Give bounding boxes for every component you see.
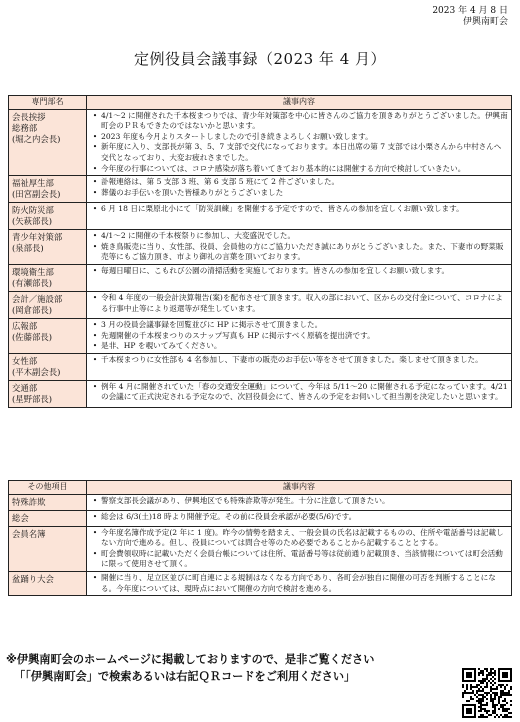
list-item xyxy=(89,231,508,242)
item-text: 例年 4 月に開催されていた「春の交通安全運動」について、今年は 5/11～20 に開催される予定になっています。4/21 の会議にて正式決定される予定なので、次回役員会にて、皆さんの予定をお伺いして担当割を決定したいと思います。 xyxy=(101,381,508,402)
dept-cell xyxy=(9,264,87,291)
bullet-icon: • xyxy=(92,177,98,187)
dept-label: (堀之内会長) xyxy=(12,133,61,144)
dept-cell xyxy=(9,494,87,510)
bullet-icon: • xyxy=(92,354,98,364)
dept-cell xyxy=(9,510,87,526)
dept-label: 広報部 xyxy=(12,320,38,331)
list-item xyxy=(89,382,508,403)
list-item xyxy=(89,573,508,594)
qr-code-icon[interactable] xyxy=(462,668,512,718)
item-text: 今年度の行事については、コロナ感染が落ち着いてきており基本的には開催する方向で検討していきたい。 xyxy=(101,163,466,173)
content-cell xyxy=(87,318,512,353)
committee-minutes-table xyxy=(8,95,512,408)
item-text: 2023 年度も今月よりスタートしましたので引き続きよろしくお願い致します。 xyxy=(101,131,373,141)
table-row xyxy=(9,291,512,318)
bullet-icon: • xyxy=(92,572,98,582)
item-text: 警察支部長会議があり、伊興地区でも特殊詐欺等が発生。十分に注意して頂きたい。 xyxy=(101,495,390,505)
bullet-icon: • xyxy=(92,292,98,302)
bullet-icon: • xyxy=(92,142,98,152)
dept-label: 総務部 xyxy=(12,122,38,133)
bullet-icon: • xyxy=(92,341,98,351)
item-text: 4/1～2 に開催の千本桜祭りに参加し、大変盛況でした。 xyxy=(101,231,296,241)
table-row xyxy=(9,176,512,203)
table-row xyxy=(9,526,512,571)
bullet-icon: • xyxy=(92,381,98,391)
dept-cell xyxy=(9,230,87,265)
dept-cell xyxy=(9,353,87,380)
item-text: 3 月の役員会議事録を回覧並びに HP に掲示させて頂きました。 xyxy=(101,319,323,329)
dept-label: 環境衛生部 xyxy=(12,266,54,277)
list-item xyxy=(89,341,508,352)
dept-label: 交通部 xyxy=(12,382,38,393)
column-header-dept: 専門部名 xyxy=(9,96,87,110)
bullet-icon: • xyxy=(92,495,98,505)
bullet-icon: • xyxy=(92,241,98,251)
item-text: 先週開催の千本桜まつりのスナップ写真も HP に掲示すべく原稿を提出済です。 xyxy=(101,330,375,340)
item-text: 総会は 6/3(土)18 時より開催予定。その前に役員会承認が必要(5/6)です。 xyxy=(101,511,357,521)
meeting-date: 2023 年 4 月 8 日 xyxy=(432,6,508,16)
dept-cell xyxy=(9,318,87,353)
dept-cell xyxy=(9,380,87,407)
list-item xyxy=(89,142,508,163)
list-item xyxy=(89,242,508,263)
footer-search-hint: 「「伊興南町会」で検索あるいは右記ＱＲコードをご利用ください」 xyxy=(14,670,356,683)
column-header-content: 議事内容 xyxy=(87,481,512,495)
list-item xyxy=(89,355,508,366)
list-item xyxy=(89,266,508,277)
dept-cell xyxy=(9,571,87,595)
bullet-icon: • xyxy=(92,163,98,173)
bullet-icon: • xyxy=(92,511,98,521)
item-text: 是非、HP を覗いてみてください。 xyxy=(101,341,222,351)
bullet-icon: • xyxy=(92,265,98,275)
item-text: 4/1～2 に開催された千本桜まつりでは、青少年対策部を中心に皆さんのご協力を頂きありがとうございました。伊興南町会のＰＲもできたのではないかと思います。 xyxy=(101,110,508,131)
table-row xyxy=(9,510,512,526)
table-row xyxy=(9,353,512,380)
dept-label: 特殊詐欺 xyxy=(12,496,46,507)
bullet-icon: • xyxy=(92,548,98,558)
bullet-icon: • xyxy=(92,319,98,329)
other-items-table xyxy=(8,480,512,596)
org-name: 伊興南町会 xyxy=(462,17,508,27)
dept-label: (平木副会長) xyxy=(12,366,61,377)
dept-label: 総会 xyxy=(12,512,29,523)
table-row xyxy=(9,109,512,176)
item-text: 6 月 18 日に栗原北小にて「防災訓練」を開催する予定ですので、皆さんの参加を宜しくお願い致します。 xyxy=(101,204,464,214)
column-header-other: その他項目 xyxy=(9,481,87,495)
content-cell xyxy=(87,230,512,265)
content-cell xyxy=(87,571,512,595)
meeting-date-block xyxy=(432,6,508,28)
dept-label: 盆踊り大会 xyxy=(12,573,54,584)
table-row xyxy=(9,203,512,230)
list-item xyxy=(89,111,508,132)
dept-label: (星野部長) xyxy=(12,393,53,404)
table-row xyxy=(9,494,512,510)
content-cell xyxy=(87,494,512,510)
bullet-icon: • xyxy=(92,527,98,537)
footer-notice: ※伊興南町会のホームページに掲載しておりますので、是非ご覧ください xyxy=(6,653,375,666)
table-row xyxy=(9,318,512,353)
content-cell xyxy=(87,353,512,380)
list-item xyxy=(89,188,508,199)
item-text: 毎週日曜日に、こもれび公園の清掃活動を実施しております。皆さんの参加を宜しくお願い致します。 xyxy=(101,265,450,275)
list-item xyxy=(89,204,508,215)
list-item xyxy=(89,496,508,507)
item-text: 令和 4 年度の一般会計決算報告(案)を配布させて頂きます。収入の部において、区からの交付金について、コロナによる行事中止等により返還等が発生しています。 xyxy=(101,292,503,313)
list-item xyxy=(89,512,508,523)
dept-label: 会長挨拶 xyxy=(12,111,46,122)
dept-label: (岡倉部長) xyxy=(12,304,53,315)
list-item xyxy=(89,164,508,175)
item-text: 町会費領収時に記載いただく会員台帳については住所、電話番号等は従前通り記載頂き、当該情報については町会活動に限って使用させて頂く。 xyxy=(101,548,503,569)
list-item xyxy=(89,320,508,331)
dept-label: (佐藤部長) xyxy=(12,331,53,342)
dept-cell xyxy=(9,176,87,203)
content-cell xyxy=(87,264,512,291)
bullet-icon: • xyxy=(92,231,98,241)
content-cell xyxy=(87,109,512,176)
table-row xyxy=(9,264,512,291)
table-row xyxy=(9,230,512,265)
dept-label: 会員名簿 xyxy=(12,528,46,539)
dept-label: 女性部 xyxy=(12,355,38,366)
bullet-icon: • xyxy=(92,110,98,120)
dept-label: 福祉厚生部 xyxy=(12,178,54,189)
dept-cell xyxy=(9,203,87,230)
list-item xyxy=(89,331,508,342)
bullet-icon: • xyxy=(92,131,98,141)
dept-label: (泉部長) xyxy=(12,243,44,254)
column-header-content: 議事内容 xyxy=(87,96,512,110)
item-text: 焼き鳥販売に当り、女性部、役員、会員他の方にご協力いただき誠にありがとうございました。また、下妻市の野菜販売等にもご協力頂き、市より御礼の言葉を頂いております。 xyxy=(101,241,504,262)
list-item xyxy=(89,177,508,188)
bullet-icon: • xyxy=(92,187,98,197)
content-cell xyxy=(87,526,512,571)
item-text: 開催に当り、足立区並びに町自連による規制はなくなる方向であり、各町会が独自に開催の可否を判断することになる。今年度については、現時点において開催の方向で検討を進める。 xyxy=(101,572,496,593)
table-row xyxy=(9,571,512,595)
dept-label: (有瀬部長) xyxy=(12,277,53,288)
list-item xyxy=(89,293,508,314)
bullet-icon: • xyxy=(92,330,98,340)
dept-label: 青少年対策部 xyxy=(12,232,63,243)
dept-label: 会計／施設部 xyxy=(12,293,63,304)
dept-cell xyxy=(9,291,87,318)
content-cell xyxy=(87,291,512,318)
content-cell xyxy=(87,510,512,526)
bullet-icon: • xyxy=(92,204,98,214)
dept-label: (矢萩部長) xyxy=(12,216,53,227)
list-item xyxy=(89,132,508,143)
content-cell xyxy=(87,176,512,203)
item-text: 葬儀のお手伝いを頂いた皆様ありがとうございました xyxy=(101,187,284,197)
item-text: 新年度に入り、支部長が第 3、5、7 支部で交代になっております。本日出席の第 7 支部では小栗さんから中村さんへ交代となっており、大変お疲れさまでした。 xyxy=(101,142,502,162)
content-cell xyxy=(87,380,512,407)
dept-cell xyxy=(9,526,87,571)
list-item xyxy=(89,528,508,549)
item-text: 今年度名簿作成予定(2 年に 1 度)。昨今の情勢を踏まえ、一般会員の氏名は記載するものの、住所や電話番号は記載しない方向で進める。但し、役員については問合せ等のため必要であることから記載することとする。 xyxy=(101,527,504,548)
page-title: 定例役員会議事録（2023 年 4 月） xyxy=(133,50,387,68)
item-text: 千本桜まつりに女性部も 4 名参加し、下妻市の販売のお手伝い等をさせて頂きました。楽しませて頂きました。 xyxy=(101,354,483,364)
dept-label: 防火防災部 xyxy=(12,205,54,216)
content-cell xyxy=(87,203,512,230)
table-row xyxy=(9,380,512,407)
item-text: 訃報連絡は、第 5 支部 3 班、第 6 支部 5 班にて 2 件ございました。 xyxy=(101,177,340,187)
dept-cell xyxy=(9,109,87,176)
dept-label: (田宮副会長) xyxy=(12,189,61,200)
list-item xyxy=(89,549,508,570)
